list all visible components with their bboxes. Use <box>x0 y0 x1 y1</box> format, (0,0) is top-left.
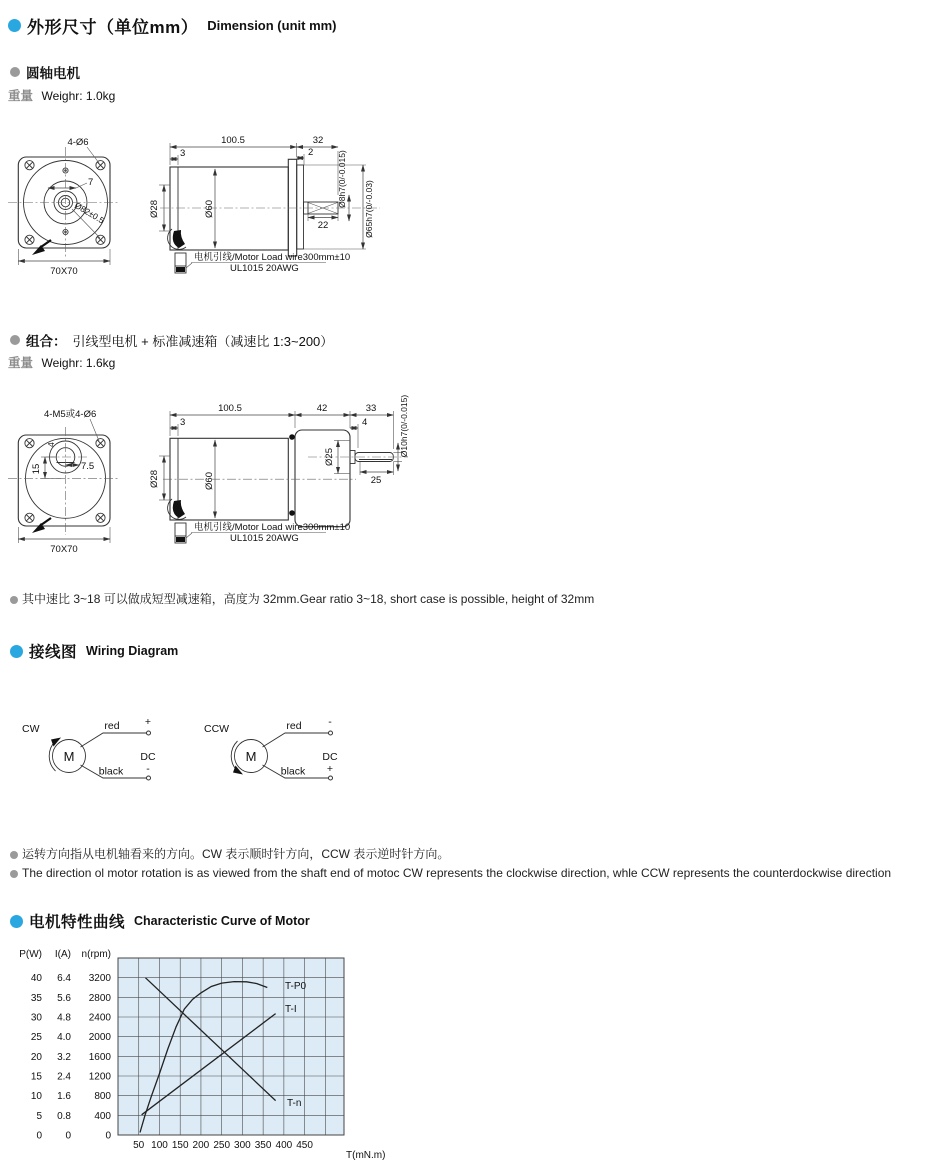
d1-dim7: 7 <box>88 177 94 188</box>
y-tick: 3200 <box>88 973 111 985</box>
section-dimension-title <box>8 13 337 38</box>
x-tick: 200 <box>192 1140 210 1151</box>
round-motor-heading: 圆轴电机 <box>26 66 80 81</box>
d1-side-view <box>149 135 380 274</box>
motor-body <box>170 167 288 250</box>
label-t-n: T-n <box>287 1098 302 1109</box>
dimension-title-cn: 外形尺寸（单位mm） <box>27 18 199 37</box>
y-tick: 10 <box>30 1091 42 1103</box>
plus-sign: + <box>326 763 334 775</box>
x-axis-label: T(mN.m) <box>346 1150 386 1161</box>
weight-label: 重量 <box>8 356 34 370</box>
x-tick: 100 <box>151 1140 168 1151</box>
wiring-title-cn: 接线图 <box>29 644 78 661</box>
gear-note-text: 其中速比 3~18 可以做成短型减速箱，高度为 32mm.Gear ratio 3~18, short case is possible, height of 32mm <box>22 592 595 606</box>
label-t-i: T-I <box>285 1004 297 1015</box>
dimension-title-en: Dimension (unit mm) <box>207 18 337 33</box>
subsection-round-motor <box>10 62 80 82</box>
rotation-note-cn <box>10 845 449 862</box>
d1-dim2: 2 <box>308 147 314 158</box>
x-tick: 400 <box>275 1140 293 1151</box>
rotation-note-cn-text: 运转方向指从电机轴看来的方向。CW 表示顺时针方向，CCW 表示逆时针方向。 <box>22 847 450 861</box>
d2-gear-len: 42 <box>316 403 328 414</box>
red-wire <box>263 733 330 747</box>
gear-ratio-note <box>10 590 594 607</box>
d2-body-dia: Ø60 <box>204 472 215 490</box>
spigot <box>297 165 304 249</box>
black-wire-label: black <box>98 765 124 778</box>
combo-weight <box>8 353 115 372</box>
d1-spigot-tol: Ø65h7(0/-0.03) <box>364 180 374 238</box>
wiring-diagram <box>8 710 353 810</box>
terminal-minus <box>147 776 151 780</box>
y-tick: 1.6 <box>57 1091 71 1103</box>
red-wire-label: red <box>104 720 120 732</box>
dc-label: DC <box>140 751 156 763</box>
y-axis-title: P(W) <box>19 949 42 960</box>
y-tick: 25 <box>30 1032 42 1044</box>
d2-wire-note-2: UL1015 20AWG <box>230 533 299 544</box>
d2-side-view <box>149 395 409 544</box>
weight-label: 重量 <box>8 89 34 103</box>
gray-bullet-icon <box>10 67 20 77</box>
y-tick: 2400 <box>88 1012 111 1024</box>
characteristic-curve-chart <box>8 945 408 1168</box>
flange-side <box>288 159 296 256</box>
y-tick: 1200 <box>88 1071 111 1083</box>
d2-dim75: 7.5 <box>81 461 95 472</box>
d2-rear-dia: Ø28 <box>149 470 160 488</box>
y-tick: 2.4 <box>57 1071 71 1083</box>
weight-value: Weighr: 1.0kg <box>41 89 116 103</box>
d2-shaft-sec: 33 <box>365 403 377 414</box>
gray-bullet-icon <box>10 335 20 345</box>
d2-total-len: 100.5 <box>218 403 242 414</box>
corner-bolt-holes <box>25 439 105 523</box>
terminal-plus <box>147 731 151 735</box>
minus-sign: - <box>328 716 332 728</box>
x-tick: 250 <box>213 1140 231 1151</box>
x-tick: 450 <box>296 1140 313 1151</box>
d1-pitch-circle: Ø82±0.5 <box>72 200 107 226</box>
d1-wire-note-1: 电机引线/Motor Load wire300mm±10 <box>194 252 351 263</box>
d2-shaft-tol: Ø10h7(0/-0.015) <box>399 394 409 458</box>
d2-boss-dia: Ø25 <box>324 448 335 466</box>
minus-sign: - <box>146 763 150 775</box>
motor-m: M <box>245 749 257 764</box>
y-tick: 2800 <box>88 992 111 1004</box>
d1-base-dim: 70X70 <box>50 266 78 277</box>
y-tick: 40 <box>30 973 42 985</box>
d2-dim4-side: 4 <box>362 417 368 428</box>
ccw-circuit <box>204 716 338 780</box>
y-tick: 4.8 <box>57 1012 71 1024</box>
d2-shaft-len: 25 <box>370 475 382 486</box>
rotation-note-en <box>10 866 891 880</box>
y-tick: 800 <box>94 1091 111 1103</box>
x-tick: 300 <box>234 1140 251 1151</box>
round-motor-weight <box>8 86 115 105</box>
curve-title-cn: 电机特性曲线 <box>29 914 126 931</box>
y-tick: 3.2 <box>57 1051 71 1063</box>
blue-bullet-icon <box>10 645 23 658</box>
d1-total-len: 100.5 <box>221 135 245 146</box>
d2-base-dim: 70X70 <box>50 544 78 555</box>
combo-desc: 引线型电机 + 标准减速箱（减速比 1:3~200） <box>72 333 334 349</box>
y-tick: 1600 <box>88 1051 111 1063</box>
plus-sign: + <box>144 716 152 728</box>
y-tick: 0 <box>105 1130 111 1142</box>
y-tick: 0 <box>36 1130 42 1142</box>
wire-grommet <box>173 230 185 248</box>
motor-m: M <box>63 749 75 764</box>
y-tick: 2000 <box>88 1032 111 1044</box>
d2-dim15: 15 <box>31 463 42 475</box>
d1-shaft-tol: Ø8h7(0/-0.015) <box>337 150 347 208</box>
y-tick: 15 <box>30 1071 42 1083</box>
d1-sec32: 32 <box>312 135 324 146</box>
dc-label: DC <box>322 751 338 763</box>
label-t-p0: T-P0 <box>285 981 307 992</box>
y-tick: 0 <box>65 1130 71 1142</box>
weight-value: Weighr: 1.6kg <box>41 356 116 370</box>
section-wiring-title <box>10 640 178 662</box>
drawing-round-shaft-motor <box>8 125 408 295</box>
y-axis-title: n(rpm) <box>81 949 111 960</box>
y-tick: 4.0 <box>57 1032 71 1044</box>
d1-cap3: 3 <box>180 148 186 159</box>
d1-key22: 22 <box>317 220 329 231</box>
y-tick: 35 <box>30 992 42 1004</box>
wire-grommet <box>173 500 185 518</box>
y-tick: 5.6 <box>57 992 71 1004</box>
terminal-minus <box>329 731 333 735</box>
wiring-title-en: Wiring Diagram <box>86 644 179 658</box>
section-curve-title <box>10 910 310 932</box>
y-tick: 0.8 <box>57 1110 71 1122</box>
gearbox-flange-outline <box>18 435 110 526</box>
rotation-note-en-text: The direction ol motor rotation is as viewed from the shaft end of motoc CW represents the clockwise direction, whle CCW represents the counterdockwise direction <box>22 866 892 880</box>
d2-holes-label: 4-M5或4-Ø6 <box>44 409 97 420</box>
d2-dim4-front: 4 <box>46 442 56 447</box>
ccw-label: CCW <box>204 723 230 735</box>
d1-wire-note-2: UL1015 20AWG <box>230 263 299 274</box>
y-tick: 6.4 <box>57 973 71 985</box>
gray-bullet-icon <box>10 596 18 604</box>
blue-bullet-icon <box>10 915 23 928</box>
x-tick: 50 <box>133 1140 145 1151</box>
y-tick: 20 <box>30 1051 42 1063</box>
combo-heading: 组合： <box>26 334 67 349</box>
cw-circuit <box>22 716 156 780</box>
cw-label: CW <box>22 723 40 735</box>
curve-title-en: Characteristic Curve of Motor <box>134 914 310 928</box>
gray-bullet-icon <box>10 870 18 878</box>
black-wire-label: black <box>280 765 306 778</box>
x-tick: 150 <box>171 1140 189 1151</box>
y-tick: 5 <box>36 1110 42 1122</box>
d1-rear-dia: Ø28 <box>149 200 160 218</box>
subsection-combo <box>10 330 333 350</box>
d2-front-view <box>8 408 120 555</box>
terminal-plus <box>329 776 333 780</box>
blue-bullet-icon <box>8 19 21 32</box>
drawing-motor-gearbox <box>8 393 448 578</box>
d2-wire-note-1: 电机引线/Motor Load wire300mm±10 <box>194 522 351 533</box>
gearbox-body <box>295 430 350 527</box>
d2-cap3: 3 <box>180 417 186 428</box>
d1-holes-label: 4-Ø6 <box>67 137 89 148</box>
red-wire <box>81 733 148 747</box>
gray-bullet-icon <box>10 851 18 859</box>
y-tick: 400 <box>94 1110 111 1122</box>
x-tick: 350 <box>254 1140 272 1151</box>
red-wire-label: red <box>286 720 302 732</box>
y-axis-title: I(A) <box>54 949 71 960</box>
y-tick: 30 <box>30 1012 42 1024</box>
d1-front-view <box>8 137 120 277</box>
d1-body-dia: Ø60 <box>204 200 215 218</box>
